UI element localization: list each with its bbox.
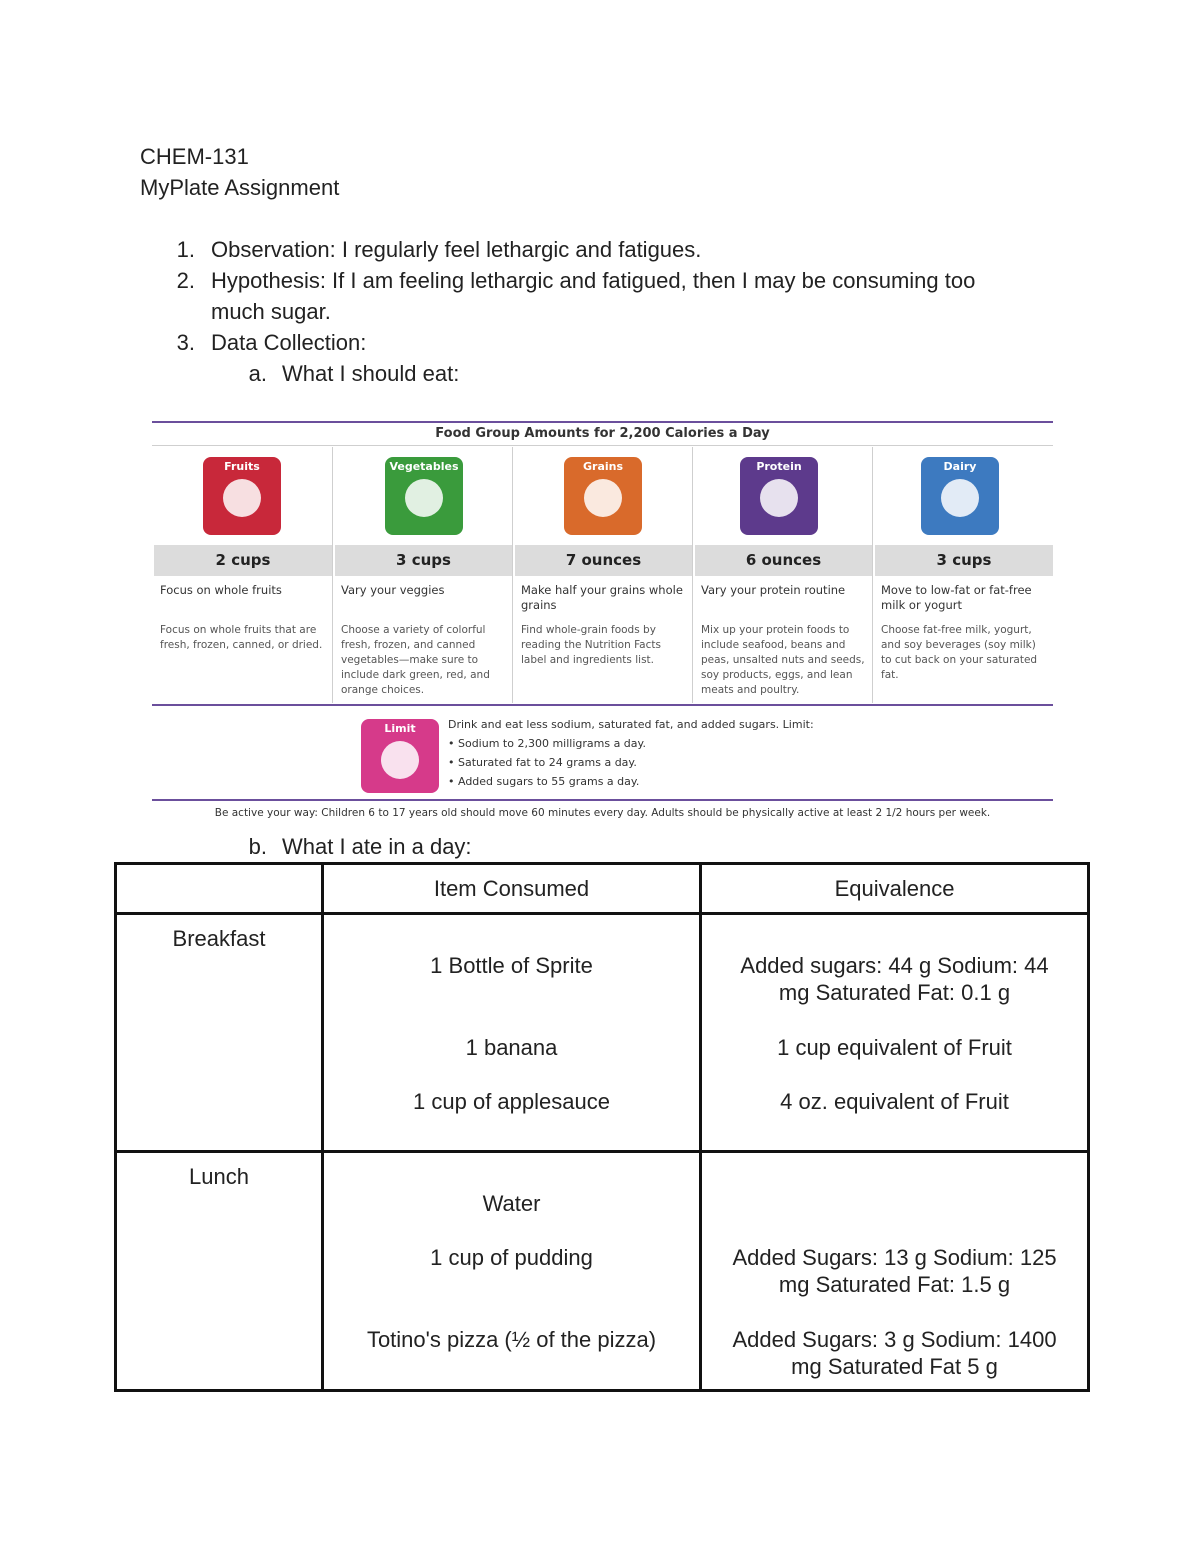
broccoli-icon <box>405 479 443 517</box>
equivalence-cell <box>701 914 1089 1152</box>
protein-icon <box>740 457 818 535</box>
meal-table <box>114 862 1090 1392</box>
step-number: 2. <box>176 268 195 293</box>
limit-item: • Sodium to 2,300 milligrams a day. <box>448 737 646 750</box>
group-description: Find whole-grain foods by reading the Nutrition Facts label and ingredients list. <box>521 624 661 666</box>
tile-label: Limit <box>384 722 416 735</box>
milk-icon <box>941 479 979 517</box>
meal-label: Lunch <box>189 1164 249 1189</box>
amount: 6 ounces <box>695 545 872 576</box>
food-group-fruits <box>152 447 333 703</box>
amount: 2 cups <box>154 545 332 576</box>
limit-item: • Saturated fat to 24 grams a day. <box>448 756 637 769</box>
limit-intro: Drink and eat less sodium, saturated fat, and added sugars. Limit: <box>448 718 814 731</box>
sub-letter: b. <box>248 834 267 859</box>
table-row <box>116 1152 1089 1391</box>
meal-cell <box>116 1152 323 1391</box>
dairy-icon <box>921 457 999 535</box>
group-description: Focus on whole fruits that are fresh, frozen, canned, or dried. <box>160 624 323 651</box>
course-code: CHEM-131 <box>140 144 249 169</box>
items-cell <box>323 914 701 1152</box>
group-description: Choose a variety of colorful fresh, frozen, and canned vegetables—make sure to include dark green, red, and orange choices. <box>341 624 490 696</box>
limit-item: • Added sugars to 55 grams a day. <box>448 775 640 788</box>
food-group-dairy <box>873 447 1053 703</box>
equivalence: Added Sugars: 13 g Sodium: 125 <box>732 1245 1057 1270</box>
assignment-title: MyPlate Assignment <box>140 175 340 200</box>
equivalence: mg Saturated Fat 5 g <box>791 1354 998 1379</box>
equivalence: Added Sugars: 3 g Sodium: 1400 <box>732 1327 1057 1352</box>
group-description: Mix up your protein foods to include seafood, beans and peas, unsalted nuts and seeds, soy products, eggs, and lean meats and poultry. <box>701 624 865 696</box>
divider <box>152 704 1053 706</box>
sub-letter: a. <box>248 361 267 386</box>
item-consumed: Totino's pizza (½ of the pizza) <box>366 1327 657 1352</box>
divider <box>152 799 1053 801</box>
hypothesis-text-cont: much sugar. <box>211 299 331 324</box>
amount: 7 ounces <box>515 545 692 576</box>
group-heading: Move to low-fat or fat-free milk or yogurt <box>881 583 1032 612</box>
myplate-food-group-graphic <box>152 421 1053 821</box>
equivalence: 4 oz. equivalent of Fruit <box>780 1089 1009 1114</box>
vegetables-icon <box>385 457 463 535</box>
data-collection-text: Data Collection: <box>211 330 367 355</box>
be-active-note: Be active your way: Children 6 to 17 years old should move 60 minutes every day. Adults should be physically active at least 2 1/2 hours per week. <box>214 807 991 819</box>
items-cell <box>323 1152 701 1391</box>
equivalence: Added sugars: 44 g Sodium: 44 <box>740 953 1049 978</box>
group-heading: Make half your grains whole grains <box>521 583 683 612</box>
should-eat-text: What I should eat: <box>282 361 460 386</box>
group-heading: Vary your veggies <box>341 583 445 597</box>
meal-label: Breakfast <box>172 926 266 951</box>
header-equivalence: Equivalence <box>701 864 1089 914</box>
grains-icon <box>564 457 642 535</box>
hypothesis-text: Hypothesis: If I am feeling lethargic and fatigued, then I may be consuming too <box>211 268 976 293</box>
step-number: 3. <box>176 330 195 355</box>
graphic-title: Food Group Amounts for 2,200 Calories a Day <box>435 426 770 441</box>
tile-label: Protein <box>756 460 802 473</box>
observation-text: Observation: I regularly feel lethargic and fatigues. <box>211 237 702 262</box>
food-group-protein <box>693 447 873 703</box>
meal-cell <box>116 914 323 1152</box>
amount: 3 cups <box>875 545 1053 576</box>
equivalence: 1 cup equivalent of Fruit <box>777 1035 1012 1060</box>
equivalence: mg Saturated Fat: 1.5 g <box>778 1272 1011 1297</box>
header-item-consumed: Item Consumed <box>323 864 701 914</box>
limit-text <box>448 715 814 791</box>
item-consumed: Water <box>482 1191 541 1216</box>
item-consumed: 1 cup of pudding <box>430 1245 593 1270</box>
salt-shaker-icon <box>381 741 419 779</box>
apple-icon <box>223 479 261 517</box>
tile-label: Fruits <box>224 460 260 473</box>
item-consumed: 1 cup of applesauce <box>413 1089 610 1114</box>
item-consumed: 1 banana <box>465 1035 558 1060</box>
tile-label: Grains <box>582 460 624 473</box>
equivalence: mg Saturated Fat: 0.1 g <box>778 980 1011 1005</box>
amount: 3 cups <box>335 545 512 576</box>
fish-icon <box>760 479 798 517</box>
group-heading: Vary your protein routine <box>701 583 846 597</box>
group-description: Choose fat-free milk, yogurt, and soy beverages (soy milk) to cut back on your saturated fat. <box>881 624 1038 681</box>
header-cell-empty <box>116 864 323 914</box>
table-row <box>116 914 1089 1152</box>
group-heading: Focus on whole fruits <box>160 583 282 597</box>
step-number: 1. <box>176 237 195 262</box>
divider <box>152 445 1053 446</box>
bread-icon <box>584 479 622 517</box>
food-group-grains <box>513 447 693 703</box>
food-group-vegetables <box>333 447 513 703</box>
ate-in-day-text: What I ate in a day: <box>282 834 472 859</box>
fruits-icon <box>203 457 281 535</box>
tile-label: Dairy <box>943 460 977 473</box>
limit-icon <box>361 719 439 793</box>
item-consumed: 1 Bottle of Sprite <box>430 953 593 978</box>
equivalence-cell <box>701 1152 1089 1391</box>
tile-label: Vegetables <box>389 460 459 473</box>
table-header-row <box>116 864 1089 914</box>
divider <box>152 421 1053 423</box>
